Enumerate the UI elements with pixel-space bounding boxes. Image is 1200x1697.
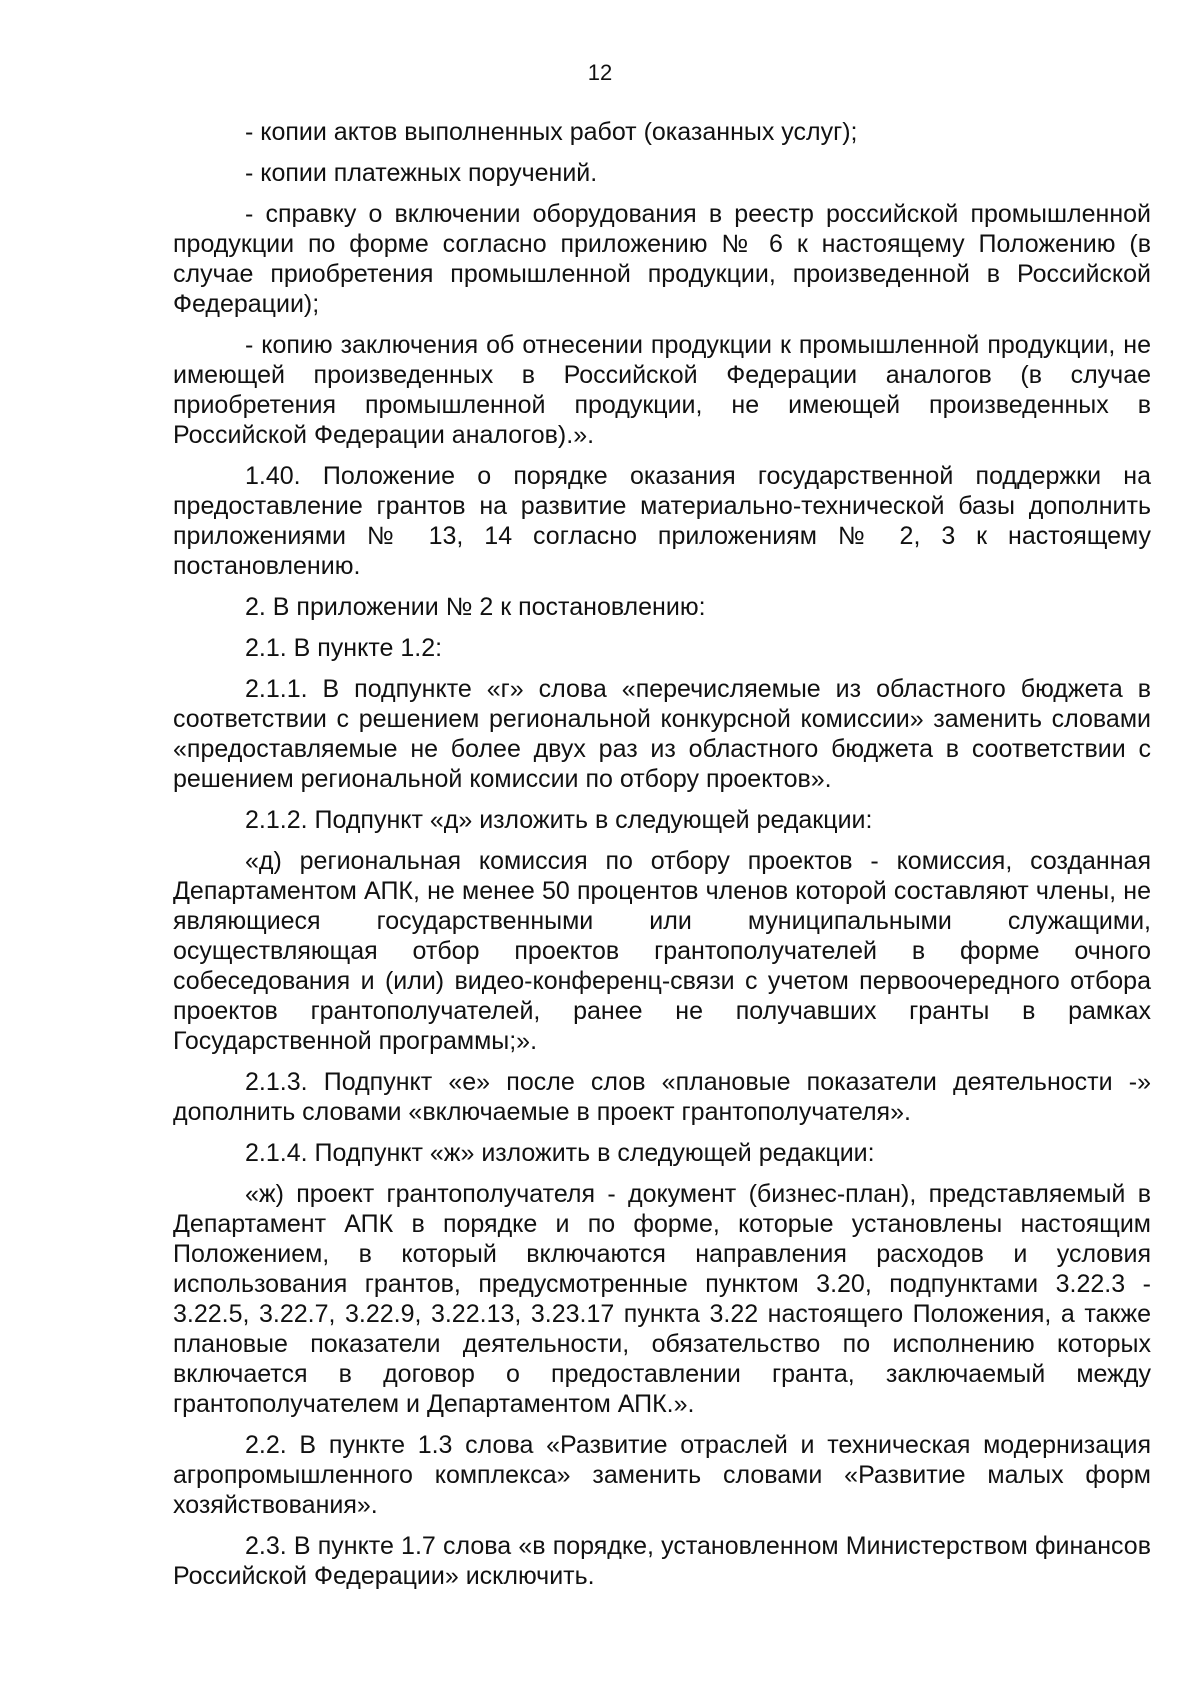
paragraph-payment-orders: - копии платежных поручений.: [245, 159, 598, 187]
paragraph-acts-copies: - копии актов выполненных работ (оказанных услуг);: [245, 118, 858, 146]
paragraph-2-1-3: 2.1.3. Подпункт «е» после слов «плановые показатели деятельности -» дополнить словами «включаемые в проект грантополучателя».: [173, 1068, 1151, 1126]
paragraph-2-1: 2.1. В пункте 1.2:: [245, 634, 443, 662]
paragraph-2-1-2: 2.1.2. Подпункт «д» изложить в следующей редакции:: [245, 806, 873, 834]
page-number: 12: [587, 60, 613, 85]
paragraph-2-3: 2.3. В пункте 1.7 слова «в порядке, установленном Министерством финансов Российской Федерации» исключить.: [173, 1532, 1151, 1590]
paragraph-registry-certificate: - справку о включении оборудования в реестр российской промышленной продукции по форме согласно приложению № 6 к настоящему Положению (в случае приобретения промышленной продукции, произведенной в Российской Федерации);: [173, 200, 1151, 318]
paragraph-conclusion-copy: - копию заключения об отнесении продукции к промышленной продукции, не имеющей произведенных в Российской Федерации аналогов (в случае приобретения промышленной продукции, не имеющей произведенных в Российской Федерации аналогов).».: [173, 331, 1151, 449]
paragraph-2: 2. В приложении № 2 к постановлению:: [245, 593, 706, 621]
paragraph-2-1-1: 2.1.1. В подпункте «г» слова «перечисляемые из областного бюджета в соответствии с решением региональной конкурсной комиссии» заменить словами «предоставляемые не более двух раз из областного бюджета в соответствии с решением региональной комиссии по отбору проектов».: [173, 675, 1151, 793]
paragraph-subitem-zh: «ж) проект грантополучателя - документ (бизнес-план), представляемый в Департамент АПК в порядке и по форме, которые установлены настоящим Положением, в который включаются направления расходов и условия использования грантов, предусмотренные пунктом 3.20, подпунктами 3.22.3 - 3.22.5, 3.22.7, 3.22.9, 3.22.13, 3.23.17 пункта 3.22 настоящего Положения, а также плановые показатели деятельности, обязательство по исполнению которых включается в договор о предоставлении гранта, заключаемый между грантополучателем и Департаментом АПК.».: [173, 1180, 1151, 1418]
paragraph-1-40: 1.40. Положение о порядке оказания государственной поддержки на предоставление грантов на развитие материально-технической базы дополнить приложениями № 13, 14 согласно приложениям № 2, 3 к настоящему постановлению.: [173, 462, 1151, 580]
document-body: [173, 117, 1151, 1602]
paragraph-2-1-4: 2.1.4. Подпункт «ж» изложить в следующей редакции:: [245, 1139, 875, 1167]
paragraph-2-2: 2.2. В пункте 1.3 слова «Развитие отраслей и техническая модернизация агропромышленного комплекса» заменить словами «Развитие малых форм хозяйствования».: [173, 1431, 1151, 1519]
paragraph-subitem-d: «д) региональная комиссия по отбору проектов - комиссия, созданная Департаментом АПК, не менее 50 процентов членов которой составляют члены, не являющиеся государственными или муниципальными служащими, осуществляющая отбор проектов грантополучателей в форме очного собеседования и (или) видео-конференц-связи с учетом первоочередного отбора проектов грантополучателей, ранее не получавших гранты в рамках Государственной программы;».: [173, 847, 1151, 1055]
